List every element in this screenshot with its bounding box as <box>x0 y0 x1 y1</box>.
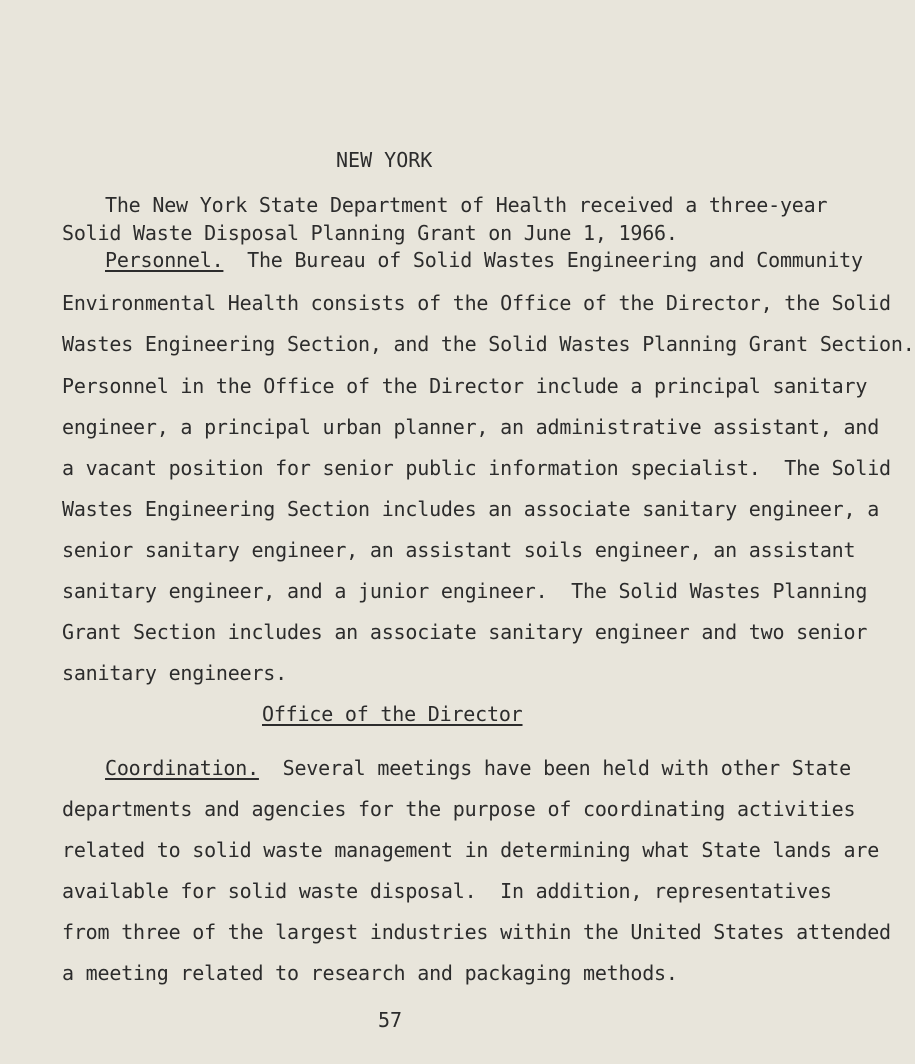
personnel-line: Grant Section includes an associate sanitary engineer and two senior <box>62 620 868 644</box>
personnel-line: sanitary engineers. <box>62 661 287 685</box>
page-heading: NEW YORK <box>336 148 433 172</box>
personnel-line: Wastes Engineering Section includes an associate sanitary engineer, a <box>62 497 880 521</box>
personnel-line-1-rest: The Bureau of Solid Wastes Engineering and Community <box>223 248 863 272</box>
personnel-line: Personnel in the Office of the Director include a principal sanitary <box>62 374 868 398</box>
personnel-line: Environmental Health consists of the Office of the Director, the Solid <box>62 291 891 315</box>
coordination-line: departments and agencies for the purpose of coordinating activities <box>62 797 856 821</box>
coordination-label: Coordination. <box>105 756 259 780</box>
coordination-line: a meeting related to research and packaging methods. <box>62 961 678 985</box>
personnel-line: Wastes Engineering Section, and the Solid Wastes Planning Grant Section. <box>62 332 915 356</box>
coordination-line: available for solid waste disposal. In addition, representatives <box>62 879 832 903</box>
coordination-line-1-rest: Several meetings have been held with other State <box>258 756 851 780</box>
personnel-line: senior sanitary engineer, an assistant soils engineer, an assistant <box>62 538 856 562</box>
personnel-line: sanitary engineer, and a junior engineer. The Solid Wastes Planning <box>62 579 868 603</box>
personnel-label: Personnel. <box>105 248 224 272</box>
page-number: 57 <box>378 1008 403 1032</box>
coordination-paragraph-start <box>105 756 851 780</box>
coordination-line: from three of the largest industries within the United States attended <box>62 920 891 944</box>
coordination-line: related to solid waste management in determining what State lands are <box>62 838 880 862</box>
personnel-line: a vacant position for senior public information specialist. The Solid <box>62 456 891 480</box>
personnel-line: engineer, a principal urban planner, an administrative assistant, and <box>62 415 880 439</box>
intro-line-1: The New York State Department of Health received a three-year <box>105 193 828 217</box>
personnel-paragraph-start <box>105 248 863 272</box>
intro-line-2: Solid Waste Disposal Planning Grant on June 1, 1966. <box>62 221 678 245</box>
section-heading: Office of the Director <box>262 702 523 726</box>
